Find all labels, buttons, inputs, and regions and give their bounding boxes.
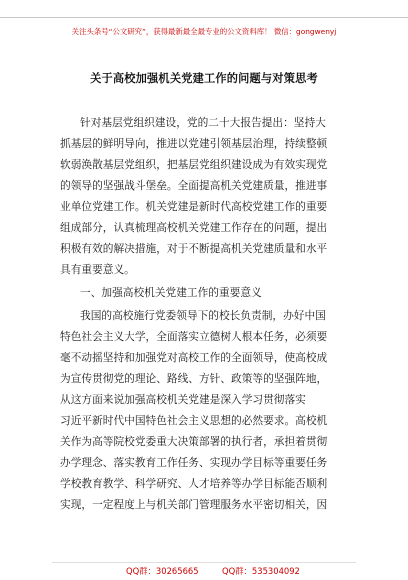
body-line: 积极有效的解决措施，对于不断提高机关党建质量和水平 (60, 242, 328, 255)
body-line: 办学理念、落实教育工作任务、实现办学目标等重要任务 (60, 456, 328, 469)
body-line: 习近平新时代中国特色社会主义思想的必然要求。高校机 (60, 414, 328, 427)
footer-divider (52, 562, 356, 563)
body-line: 组成部分，认真梳理高校机关党建工作存在的问题，提出 (60, 221, 328, 234)
body-line: 毫不动摇坚持和加强党对高校工作的全面领导，使高校成 (60, 351, 328, 364)
footer (0, 565, 408, 580)
body-line: 抓基层的鲜明导向，推进以党建引领基层治理，持续整顿 (60, 137, 328, 150)
body-line: 关作为高等院校党委重大决策部署的执行者，承担着贯彻 (60, 435, 328, 448)
body-line: 具有重要意义。 (60, 263, 135, 276)
top-bar (0, 0, 408, 18)
section-heading: 一、加强高校机关党建工作的重要意义 (80, 286, 262, 299)
body-line: 学校教育教学、科学研究、人才培养等办学目标能否顺利 (60, 477, 328, 490)
body-line: 为宣传贯彻党的理论、路线、方针、政策等的坚强阵地， (60, 372, 328, 385)
body-line: 业单位党建工作。机关党建是新时代高校党建工作的重要 (60, 200, 328, 213)
footer-qq-group-1: QQ群：30265665 (126, 566, 199, 576)
body-line: 针对基层党组织建设，党的二十大报告提出：坚持大 (80, 116, 326, 129)
body-line: 我国的高校施行党委领导下的校长负责制，办好中国 (80, 309, 326, 322)
body-line: 软弱涣散基层党组织，把基层党组织建设成为有效实现党 (60, 158, 328, 171)
document-title: 关于高校加强机关党建工作的问题与对策思考 (90, 71, 318, 85)
footer-qq-group-2: QQ群：535304092 (222, 566, 300, 576)
body-line: 从这方面来说加强高校机关党建是深入学习贯彻落实 (60, 393, 306, 406)
body-line: 特色社会主义大学，全面落实立德树人根本任务，必须要 (60, 330, 328, 343)
body-line: 实现，一定程度上与机关部门管理服务水平密切相关，因 (60, 498, 328, 511)
body-line: 的领导的坚强战斗堡垒。全面提高机关党建质量，推进事 (60, 179, 328, 192)
header-note: 关注头条号“公文研究”，获得最新最全最专业的公文资料库！ 微信：gongwenyj (71, 27, 337, 36)
